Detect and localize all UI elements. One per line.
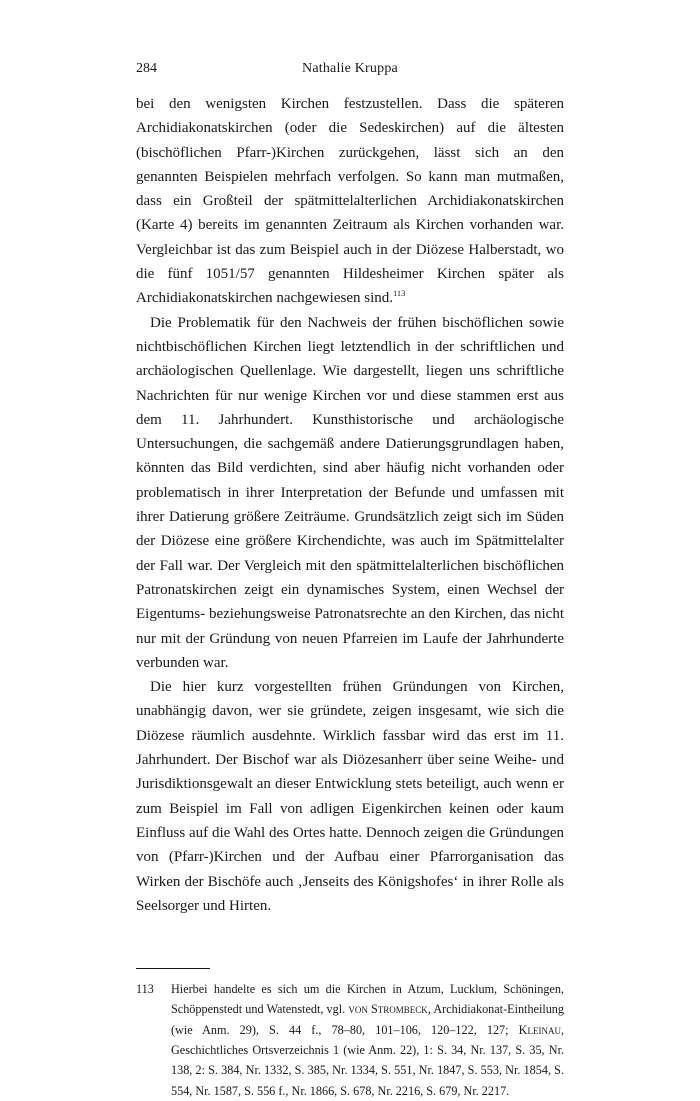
paragraph-3: Die hier kurz vorgestellten frühen Gründungen von Kirchen, unabhängig davon, wer sie gründete, zeigen insgesamt, wie sich die Diözese räumlich ausdehnte. Wirklich fassbar wird das erst im 11. Jahrhundert. Der Bischof war als Diözesanherr über seine Weihe- und Jurisdiktionsgewalt an dieser Entwicklung stets beteiligt, auch wenn er zum Beispiel im Fall von adligen Eigenkirchen keinen oder kaum Einfluss auf die Wahl des Ortes hatte. Dennoch zeigen die Gründungen von (Pfarr-)Kirchen und der Aufbau einer Pfarrorganisation das Wirken der Bischöfe auch ‚Jenseits des Königshofes‘ in ihrer Rolle als Seelsorger und Hirten. xyxy=(136,679,564,914)
footnote-reference[interactable]: 113 xyxy=(393,288,406,299)
running-head-author: Nathalie Kruppa xyxy=(302,61,398,76)
paragraph-1 xyxy=(136,92,564,311)
book-page xyxy=(136,58,564,1101)
paragraph-1-text: bei den wenigsten Kirchen festzustellen. Dass die späteren Archidiakonatskirchen (oder die Sedeskirchen) auf die ältesten (bischöflichen Pfarr-)Kirchen zurückgehen, lässt sich an den genannten Beispielen mehrfach verfolgen. So kann man mutmaßen, dass ein Großteil der spätmittelalterlichen Archidiakonatskirchen (Karte 4) bereits im genannten Zeitraum als Kirchen vorhanden war. Vergleichbar ist das zum Beispiel auch in der Diözese Halberstadt, wo die fünf 1051/57 genannten Hildesheimer Kirchen später als Archidiakonatskirchen nachgewiesen sind. xyxy=(136,96,564,307)
footnote-author-kleinau: Kleinau xyxy=(518,1022,561,1037)
footnote-number: 113 xyxy=(136,982,154,997)
page-number: 284 xyxy=(136,61,157,76)
footnote-text-c: , Geschichtliches Ortsverzeichnis 1 (wie Anm. 22), 1: S. 34, Nr. 137, S. 35, Nr. 138, 2: S. 384, Nr. 1332, S. 385, Nr. 1334, S. 551, Nr. 1847, S. 553, Nr. 1854, S. 554, Nr. 1587, S. 556 f., Nr. 1866, S. 678, Nr. 2216, S. 679, Nr. 2217. xyxy=(171,1022,564,1098)
body-text xyxy=(136,92,564,918)
footnote-text xyxy=(171,979,564,1101)
footnote-author-strombeck: von Strombeck xyxy=(348,1002,428,1017)
paragraph-2: Die Problematik für den Nachweis der frühen bischöflichen sowie nichtbischöflichen Kirchen liegt letztendlich in der schriftlichen und archäologischen Quellenlage. Wie dargestellt, liegen uns schriftliche Nachrichten für nur wenige Kirchen vor und diese stammen erst aus dem 11. Jahrhundert. Kunsthistorische und archäologische Untersuchungen, die sachgemäß andere Datierungsgrundlagen haben, könnten das Bild verdichten, sind aber häufig nicht vorhanden oder problematisch in ihrer Interpretation der Befunde und umfassen mit ihrer Datierung größere Zeiträume. Grundsätzlich zeigt sich im Süden der Diözese eine größere Kirchendichte, was auch im Spätmittelalter der Fall war. Der Vergleich mit den spätmittelalterlichen bischöflichen Patronatskirchen zeigt ein dynamisches System, einen Wechsel der Eigentums- beziehungsweise Patronatsrechte an den Kirchen, das nicht nur mit der Gründung von neuen Pfarreien im Laufe der Jahrhunderte verbunden war. xyxy=(136,314,564,671)
running-head xyxy=(136,58,564,80)
footnote-separator xyxy=(136,968,210,969)
footnote xyxy=(136,979,564,1101)
footnote-text-a: Hierbei handelte es sich um die Kirchen in Atzum, Lucklum, Schöningen, Schöppenstedt und Watenstedt, vgl. xyxy=(171,982,564,1017)
footnote-text-b: , Archidiakonat-Eintheilung (wie Anm. 29), S. 44 f., 78–80, 101–106, 120–122, 127; xyxy=(171,1002,564,1037)
